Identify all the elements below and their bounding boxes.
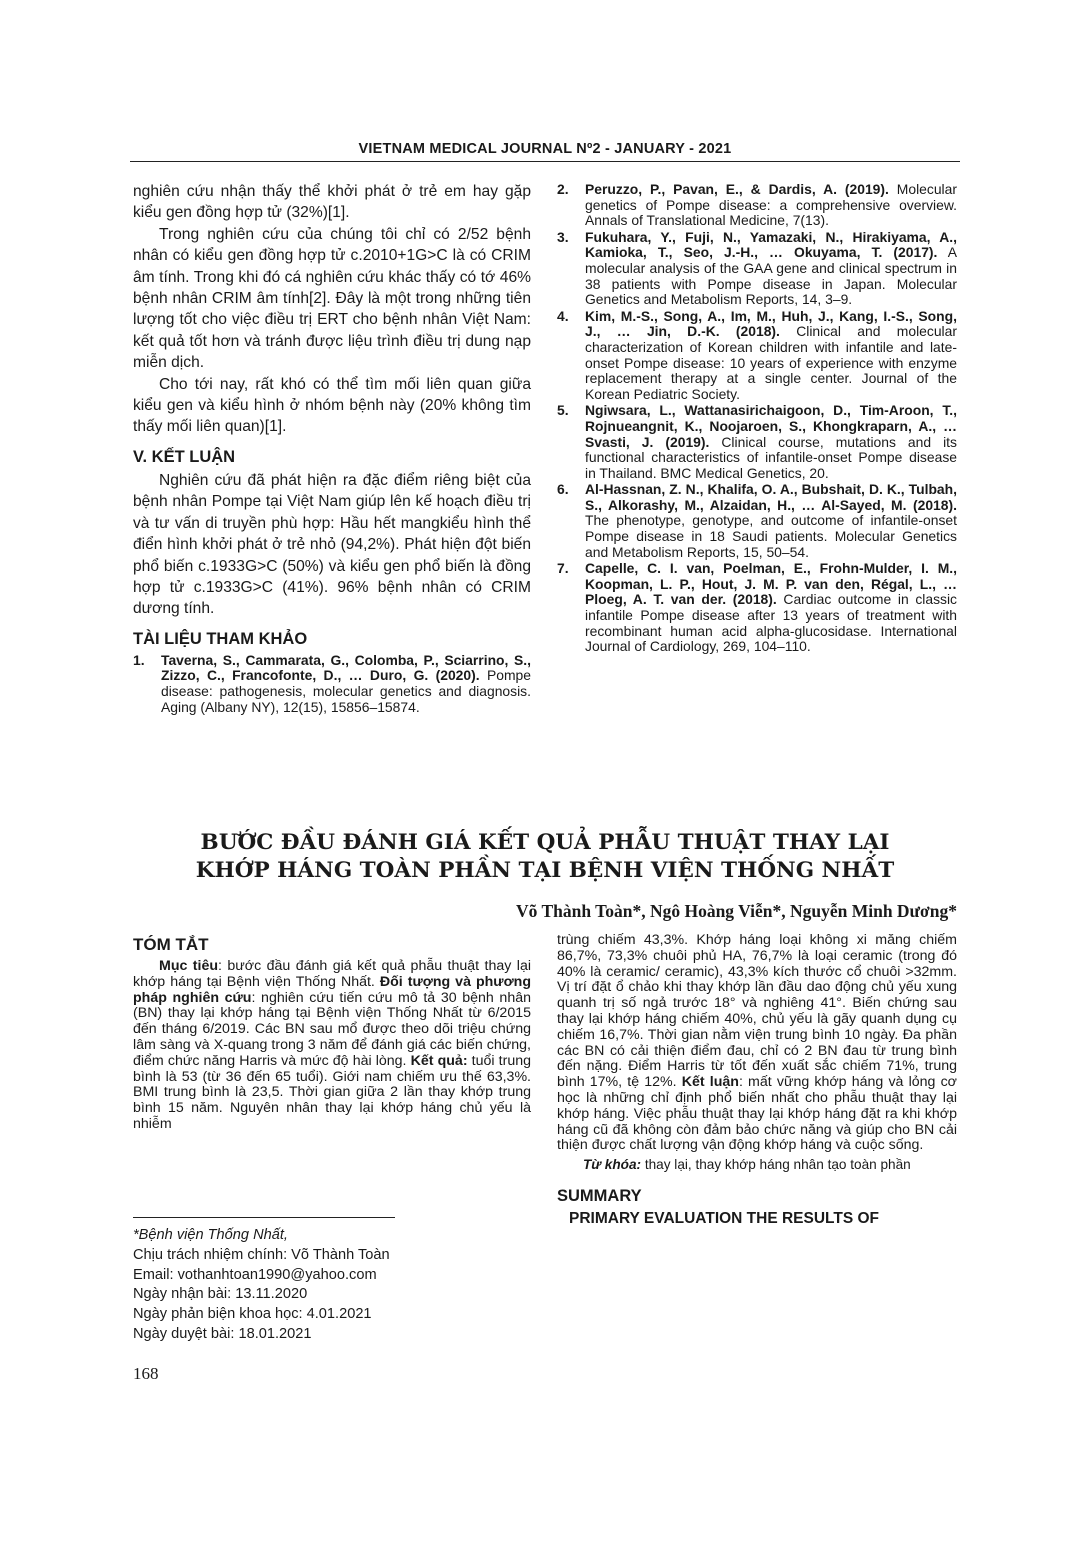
reference-number: 5. [557,402,569,419]
conclusion-label: Kết luận [681,1074,739,1091]
reference-details: The phenotype, genotype, and outcome of infantile-onset Pompe disease in 18 Saudi patients. Molecular Genetics and Metabolism Reports, 15, 50–54. [585,512,957,560]
reference-details: Clinical course, mutations and its functional characteristics of infantile-onset Pompe disease in Thailand. BMC Medical Genetics, 20. [585,433,957,481]
results-label: Kết quả: [410,1052,468,1069]
paragraph-3: Cho tới nay, rất khó có thể tìm mối liên quan giữa kiểu gen và kiểu hình ở nhóm bệnh này (20% không tìm thấy mối liên quan)[1]. [133,375,531,436]
footnote-rule [133,1217,395,1218]
keywords-text: thay lại, thay khớp háng nhân tạo toàn phần [641,1157,911,1173]
article-title [130,829,960,885]
reference-details: Cardiac outcome in classic infantile Pompe disease after 13 years of treatment with recombinant human acid alpha-glucosidase. International Journal of Cardiology, 269, 104–110. [585,591,957,655]
reference-item [557,403,957,481]
footnote-received: Ngày nhận bài: 13.11.2020 [133,1286,308,1303]
reference-authors: Al-Hassnan, Z. N., Khalifa, O. A., Bubshait, D. K., Tulbah, S., Alkorashy, M., Alzaidan, H., … Al-Sayed, M. (2018). [585,481,957,513]
paragraph-1: nghiên cứu nhận thấy thể khởi phát ở trẻ em hay gặp kiểu gen đồng hợp tử (32%)[1]. [133,183,531,222]
reference-item [557,561,957,655]
reference-authors: Capelle, C. I. van, Poelman, E., Frohn-Mulder, I. M., Koopman, L. P., Hout, J. M. P. van den, Régal, L., … Ploeg, A. T. van der. (2018). [585,560,957,608]
reference-item [133,653,531,715]
footnote [133,1226,533,1345]
abstract-heading: TÓM TẮT [133,935,209,954]
footnote-affiliation: *Bệnh viện Thống Nhất, [133,1227,288,1243]
footnote-responsible: Chịu trách nhiệm chính: Võ Thành Toàn [133,1246,390,1263]
reference-number: 4. [557,307,569,324]
page-number: 168 [133,1364,159,1383]
objective-text: : bước đầu đánh giá kết quả phẫu thuật thay lại khớp háng tại Bệnh viện Thống Nhất. [133,958,531,990]
summary-heading: SUMMARY [557,1186,642,1205]
methods-label: Đối tượng và phương pháp nghiên cứu [133,973,531,1006]
journal-header: VIETNAM MEDICAL JOURNAL Nº2 - JANUARY - 2021 [358,141,732,157]
conclusion-text: Nghiên cứu đã phát hiện ra đặc điểm riêng biệt của bệnh nhân Pompe tại Việt Nam giúp lên kế hoạch điều trị và tư vấn di truyền phù hợp: Hầu hết mangkiểu hình thể điển hình khởi phát ở trẻ nhỏ (94,2%). Phát hiện đột biến phổ biến c.1933G>C (50%) và kiểu gen phổ biến là đồng hợp tử c.1933G>C (41%). 96% bệnh nhân có CRIM dương tính. [133,471,531,618]
abstract-left [133,935,531,1133]
reference-authors: Fukuhara, Y., Fuji, N., Yamazaki, N., Hirakiyama, A., Kamioka, T., Seo, J.-H., … Okuyama, T. (2017). [585,228,957,261]
reference-item [557,309,957,403]
keywords [557,1157,957,1173]
reference-authors: Taverna, S., Cammarata, G., Colomba, P., Sciarrino, S., Zizzo, C., Francofonte, D., … Duro, G. (2020). [161,651,531,684]
reference-item [557,230,957,308]
reference-details: Pompe disease: pathogenesis, molecular genetics and diagnosis. Aging (Albany NY), 12(15), 15856–15874. [161,667,532,715]
paragraph-2: Trong nghiên cứu của chúng tôi chỉ có 2/52 bệnh nhân có kiểu gen đồng hợp tử c.2010+1G>C là có CRIM âm tính. Trong khi đó cá nghiên cứu khác thấy có tớ 46% bệnh nhân CRIM âm tính[2]. Đây là một trong những tiên lượng tốt cho việc điều trị ERT cho bệnh nhân Việt Nam: kết quả tốt hơn và tránh được liệu trình điều trị dung nạp miễn dịch. [133,225,531,372]
methods-text: : nghiên cứu tiến cứu mô tả 30 bệnh nhân (BN) thay lại khớp háng tại Bệnh viện Thống Nhất từ 6/2015 đến tháng 6/2019. Các BN sau mổ được theo dõi triệu chứng lâm sàng và X-quang trong 3 năm để đánh giá các biến chứng, điểm chức năng Harris và mức độ hài lòng. [133,989,531,1069]
footnote-approved: Ngày duyệt bài: 18.01.2021 [133,1325,312,1342]
header-rule [130,161,960,162]
references-heading: TÀI LIỆU THAM KHẢO [133,629,308,648]
reference-authors: Peruzzo, P., Pavan, E., & Dardis, A. (2019). [585,181,889,197]
reference-list-left [133,653,531,715]
reference-item [557,182,957,229]
objective-label: Mục tiêu [159,958,219,974]
article-authors: Võ Thành Toàn*, Ngô Hoàng Viễn*, Nguyễn Minh Dương* [516,901,957,921]
reference-number: 2. [557,181,569,197]
left-column [133,181,531,716]
reference-number: 7. [557,560,569,577]
footnote-email: Email: vothanhtoan1990@yahoo.com [133,1266,377,1283]
reference-item [557,482,957,560]
reference-number: 3. [557,228,569,245]
reference-number: 1. [133,651,145,668]
reference-number: 6. [557,481,569,498]
article-title-line-2: KHỚP HÁNG TOÀN PHẦN TẠI BỆNH VIỆN THỐNG NHẤT [195,858,895,883]
footnote-reviewed: Ngày phản biện khoa học: 4.01.2021 [133,1306,372,1323]
keywords-label: Từ khóa: [583,1157,642,1173]
reference-details: A molecular analysis of the GAA gene and clinical spectrum in 38 patients with Pompe disease in Japan. Molecular Genetics and Metabolism Reports, 14, 3–9. [585,244,958,308]
reference-list-right [557,182,957,656]
abstract-text-right [557,933,957,1154]
reference-authors: Kim, M.-S., Song, A., Im, M., Huh, J., Kang, I.-S., Song, J., … Jin, D.-K. (2018). [585,307,957,340]
conclusion-heading: V. KẾT LUẬN [133,447,236,466]
summary-title: PRIMARY EVALUATION THE RESULTS OF [569,1209,880,1227]
results-continued-text: trùng chiếm 43,3%. Khớp háng loại không xi măng chiếm 86,7%, 73,3% chuôi phủ HA, 76,7% là loại ceramic (trong đó 40% là ceramic/ ceramic), 43,3% kích thước cổ chuôi >32mm. Vị trí đặt ổ chảo khi thay khớp lần đầu dao động chủ yếu xung quanh trị số ngả trước 18° và nghiêng 41°. Biến chứng sau thay lại khớp háng chiếm 40%, chủ yếu là gãy quanh dụng cụ chiếm 16,7%. Thời gian nằm viện trung bình 10 ngày. Đa phần các BN có cải thiện điểm đau, chỉ có 2 BN đau từ trung bình đến nặng. Điểm Harris từ tốt đến xuất sắc chiếm 71%, trung bình 17%, tệ 12%. [557,932,957,1091]
abstract-right [557,933,957,1228]
abstract-text-left [133,959,531,1133]
article-title-line-1: BƯỚC ĐẦU ĐÁNH GIÁ KẾT QUẢ PHẪU THUẬT THAY LẠI [200,830,890,855]
results-text: tuổi trung bình là 53 (từ 36 đến 65 tuổi). Giới nam chiếm ưu thế 63,3%. BMI trung bình là 23,5. Thời gian giữa 2 lần thay khớp trung bình 15 năm. Nguyên nhân thay lại khớp háng chủ yếu là nhiễm [133,1052,531,1132]
reference-details: Molecular genetics of Pompe disease: a comprehensive overview. Annals of Translational Medicine, 7(13). [585,181,957,229]
conclusion-abstract-text: : mất vững khớp háng và lỏng cơ học là những chỉ định phổ biến nhất cho phẫu thuật thay lại khớp háng. Việc phẫu thuật thay lại khớp háng đặt ra khi khớp háng cũ đã không còn đảm bảo chức năng và giúp cho BN cải thiện được chất lượng vận động khớp háng và cuộc sống. [557,1074,957,1154]
reference-details: Clinical and molecular characterization of Korean children with infantile and late-onset Pompe disease: 10 years of experience with enzyme replacement therapy at a single center. Journal of the Korean Pediatric Society. [585,323,957,402]
reference-authors: Ngiwsara, L., Wattanasirichaigoon, D., Tim-Aroon, T., Rojnueangnit, K., Noojaroen, S., Khongkraparn, A., … Svasti, J. (2019). [585,402,957,450]
